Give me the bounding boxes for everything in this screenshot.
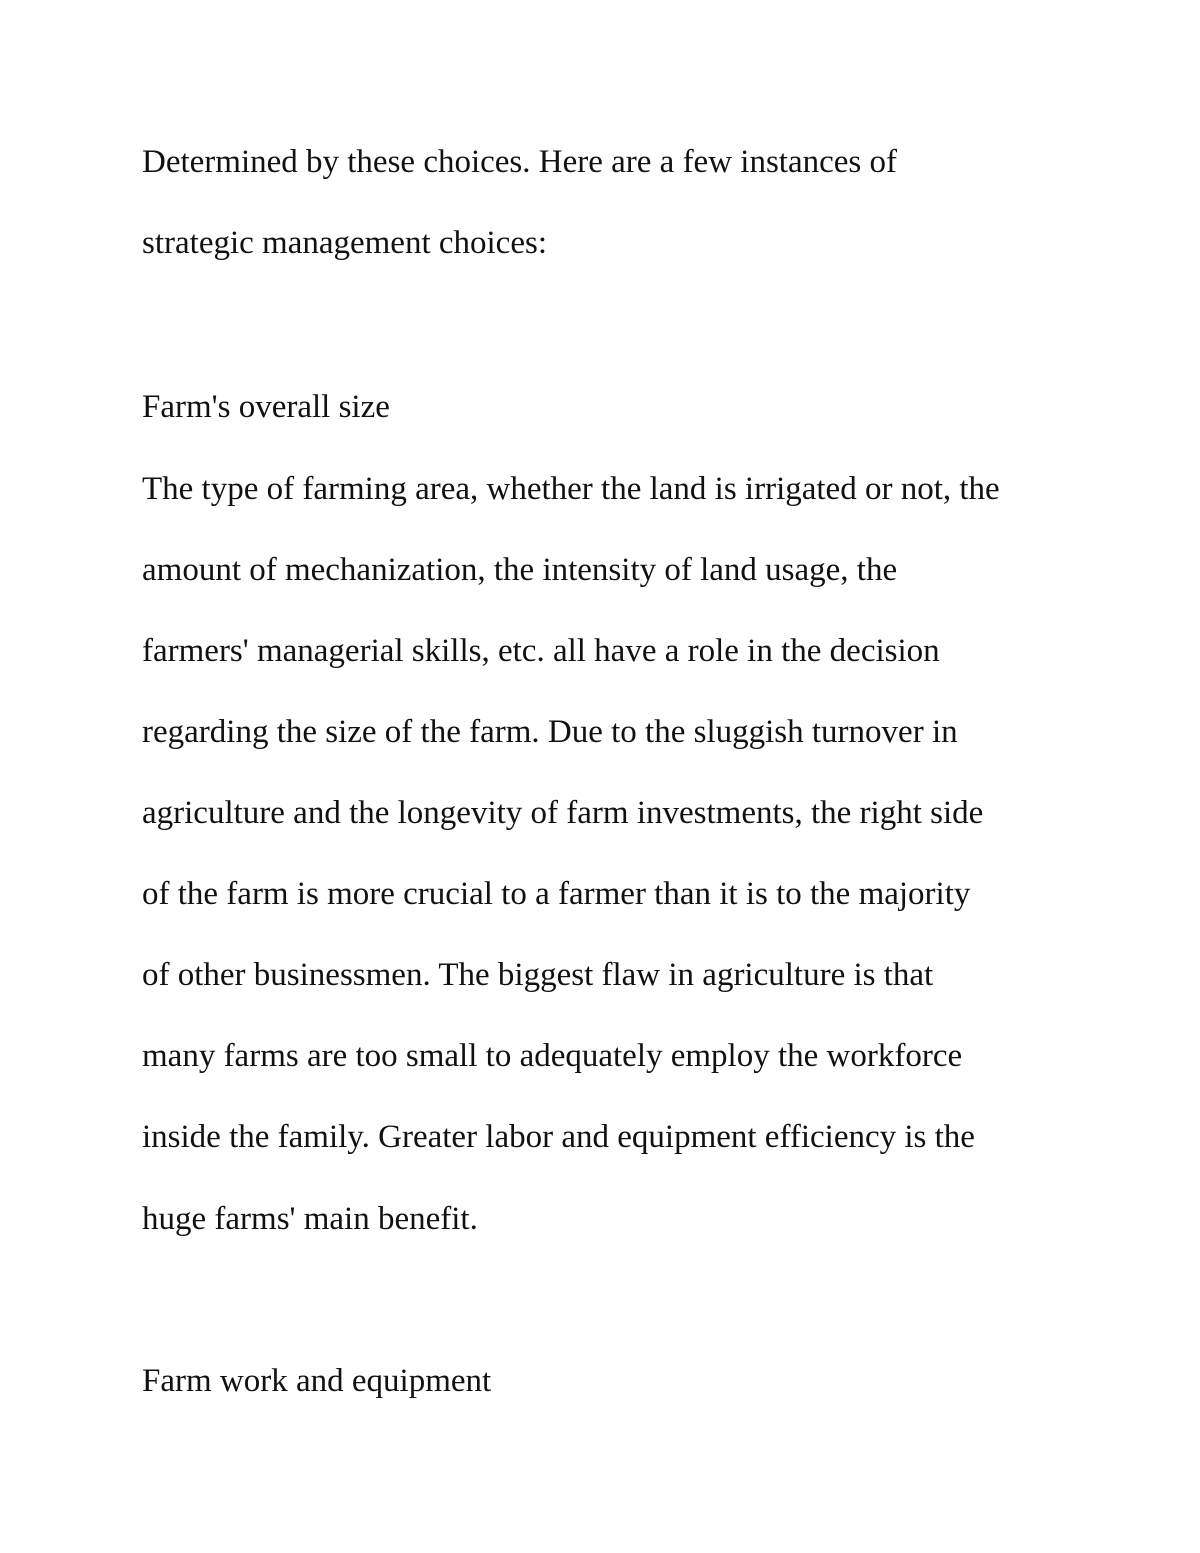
paragraph-line: The type of farming area, whether the land is irrigated or not, the [142,471,1000,507]
paragraph-line: amount of mechanization, the intensity of land usage, the [142,552,898,588]
paragraph-line: regarding the size of the farm. Due to the sluggish turnover in [142,714,958,750]
paragraph-line: of the farm is more crucial to a farmer than it is to the majority [142,876,971,912]
paragraph-line: huge farms' main benefit. [142,1201,478,1237]
paragraph-line: inside the family. Greater labor and equipment efficiency is the [142,1119,975,1155]
paragraph-line: many farms are too small to adequately employ the workforce [142,1038,963,1074]
intro-line: strategic management choices: [142,225,547,261]
section-heading-farm-size: Farm's overall size [142,389,390,425]
intro-line: Determined by these choices. Here are a few instances of [142,144,897,180]
paragraph-line: of other businessmen. The biggest flaw in agriculture is that [142,957,934,993]
section-heading-farm-work: Farm work and equipment [142,1363,492,1399]
paragraph-line: agriculture and the longevity of farm investments, the right side [142,795,984,831]
paragraph-line: farmers' managerial skills, etc. all have a role in the decision [142,633,940,669]
